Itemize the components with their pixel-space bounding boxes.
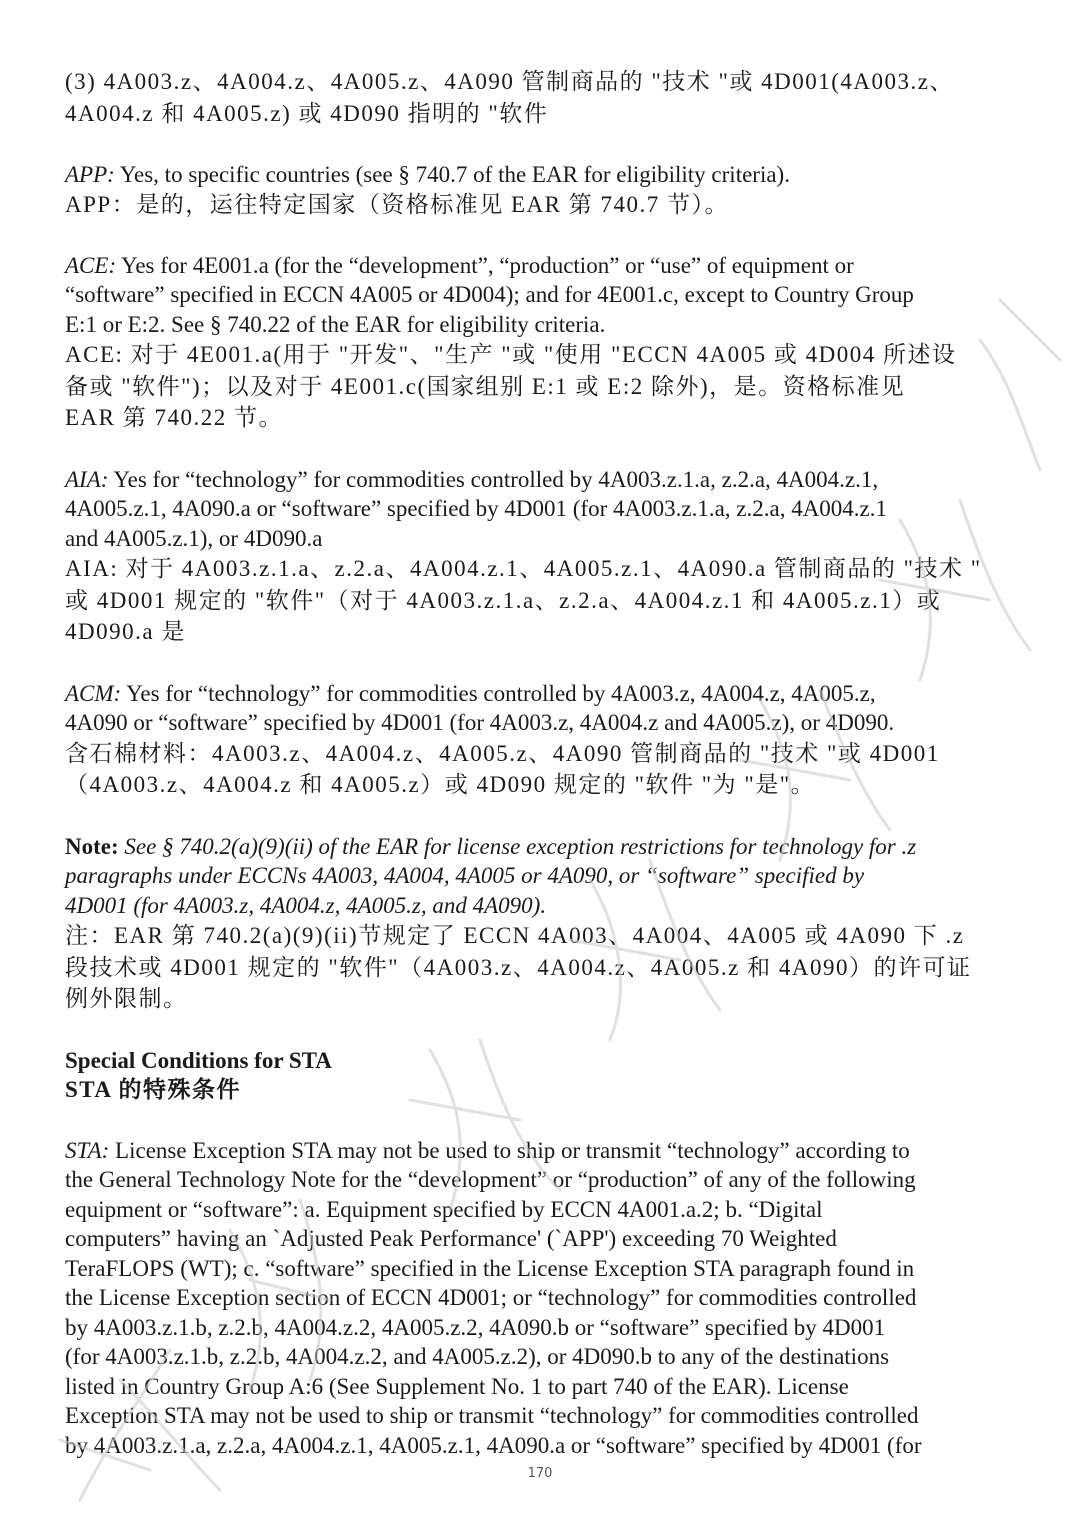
sta-text: License Exception STA may not be used to ship or transmit “technology” according to: [109, 1137, 910, 1163]
sta-label: STA:: [65, 1137, 110, 1163]
sta-line: equipment or “software”: a. Equipment specified by ECCN 4A001.a.2; b. “Digital: [65, 1196, 823, 1222]
acm-en-line: [65, 679, 1020, 709]
aia-en-line: [65, 465, 1020, 495]
paragraph-item-3: [65, 66, 1020, 129]
ace-label: ACE:: [65, 252, 117, 278]
acm-en-line: 4A090 or “software” specified by 4D001 (for 4A003.z, 4A004.z and 4A005.z), or 4D090.: [65, 710, 895, 735]
ace-zh-line: ACE: 对于 4E001.a(用于 "开发"、"生产 "或 "使用 "ECCN 4A005 或 4D004 所述设: [65, 342, 957, 367]
section-heading-sta: [65, 1046, 1020, 1105]
ace-zh-line: 备或 "软件")；以及对于 4E001.c(国家组别 E:1 或 E:2 除外)，是。资格标准见: [65, 373, 906, 399]
ace-en-line: “software” specified in ECCN 4A005 or 4D004); and for 4E001.c, except to Country Group: [65, 282, 914, 307]
app-zh-line: APP：是的，运往特定国家（资格标准见 EAR 第 740.7 节）。: [65, 191, 729, 217]
ace-en-line: [65, 251, 1020, 281]
sta-line: listed in Country Group A:6 (See Supplement No. 1 to part 740 of the EAR). License: [65, 1373, 849, 1399]
ace-zh-line: EAR 第 740.22 节。: [65, 405, 283, 430]
paragraph-note: [65, 832, 1020, 1015]
note-en-text: See § 740.2(a)(9)(ii) of the EAR for license exception restrictions for technology for .z: [118, 833, 917, 859]
note-zh-line: 例外限制。: [65, 986, 188, 1011]
aia-zh-line: AIA: 对于 4A003.z.1.a、z.2.a、4A004.z.1、4A005.z.1、4A090.a 管制商品的 "技术 ": [65, 556, 982, 581]
ace-en-text: Yes for 4E001.a (for the “development”, “production” or “use” of equipment or: [116, 252, 854, 278]
sta-line: the License Exception section of ECCN 4D001; or “technology” for commodities controlled: [65, 1285, 917, 1310]
aia-zh-line: 或 4D001 规定的 "软件"（对于 4A003.z.1.a、z.2.a、4A004.z.1 和 4A005.z.1）或: [65, 587, 942, 613]
paragraph-app: [65, 160, 1020, 220]
item-3-zh-line: (3) 4A003.z、4A004.z、4A005.z、4A090 管制商品的 "技术 "或 4D001(4A003.z、: [65, 69, 954, 94]
sta-heading-zh: STA 的特殊条件: [65, 1077, 242, 1102]
sta-line: [65, 1136, 1020, 1166]
sta-line: (for 4A003.z.1.b, z.2.b, 4A004.z.2, and 4A005.z.2), or 4D090.b to any of the destinations: [65, 1344, 890, 1369]
note-en-line: [65, 832, 1020, 862]
page-number: 170: [527, 1466, 553, 1481]
sta-line: computers” having an `Adjusted Peak Performance' (`APP') exceeding 70 Weighted: [65, 1226, 837, 1251]
app-en-line: [65, 160, 1020, 190]
sta-line: Exception STA may not be used to ship or transmit “technology” for commodities controlled: [65, 1403, 919, 1428]
note-label: Note:: [65, 833, 119, 859]
sta-line: the General Technology Note for the “development” or “production” of any of the following: [65, 1167, 916, 1192]
app-label: APP:: [65, 162, 115, 187]
acm-zh-line: 含石棉材料：4A003.z、4A004.z、4A005.z、4A090 管制商品的 "技术 "或 4D001: [65, 740, 940, 766]
aia-en-line: 4A005.z.1, 4A090.a or “software” specified by 4D001 (for 4A003.z.1.a, z.2.a, 4A004.z.1: [65, 496, 888, 521]
aia-zh-line: 4D090.a 是: [65, 619, 186, 644]
ace-en-line: E:1 or E:2. See § 740.22 of the EAR for eligibility criteria.: [65, 311, 606, 337]
paragraph-ace: [65, 251, 1020, 434]
sta-line: by 4A003.z.1.a, z.2.a, 4A004.z.1, 4A005.z.1, 4A090.a or “software” specified by 4D001 (for: [65, 1432, 922, 1458]
note-en-line: paragraphs under ECCNs 4A003, 4A004, 4A005 or 4A090, or “software” specified by: [65, 863, 865, 888]
acm-en-text: Yes for “technology” for commodities controlled by 4A003.z, 4A004.z, 4A005.z,: [121, 680, 876, 706]
paragraph-sta: [65, 1136, 1020, 1461]
app-en-text: Yes, to specific countries (see § 740.7 of the EAR for eligibility criteria).: [114, 162, 790, 187]
aia-en-line: and 4A005.z.1), or 4D090.a: [65, 525, 323, 551]
paragraph-acm: [65, 679, 1020, 801]
note-en-line: 4D001 (for 4A003.z, 4A004.z, 4A005.z, and 4A090).: [65, 892, 547, 918]
paragraph-aia: [65, 465, 1020, 648]
page-body: [65, 66, 1020, 1491]
sta-line: TeraFLOPS (WT); c. “software” specified in the License Exception STA paragraph found in: [65, 1255, 915, 1281]
acm-zh-line: （4A003.z、4A004.z 和 4A005.z）或 4D090 规定的 "软件 "为 "是"。: [65, 772, 816, 797]
item-3-zh-line: 4A004.z 和 4A005.z) 或 4D090 指明的 "软件: [65, 100, 549, 126]
sta-line: by 4A003.z.1.b, z.2.b, 4A004.z.2, 4A005.z.2, 4A090.b or “software” specified by 4D001: [65, 1314, 886, 1340]
acm-label: ACM:: [65, 680, 122, 706]
sta-heading-en: Special Conditions for STA: [65, 1047, 332, 1073]
aia-label: AIA:: [65, 466, 109, 492]
note-zh-line: 段技术或 4D001 规定的 "软件"（4A003.z、4A004.z、4A005.z 和 4A090）的许可证: [65, 954, 972, 980]
note-zh-line: 注：EAR 第 740.2(a)(9)(ii)节规定了 ECCN 4A003、4A004、4A005 或 4A090 下 .z: [65, 923, 965, 948]
aia-en-text: Yes for “technology” for commodities controlled by 4A003.z.1.a, z.2.a, 4A004.z.1,: [108, 466, 879, 492]
